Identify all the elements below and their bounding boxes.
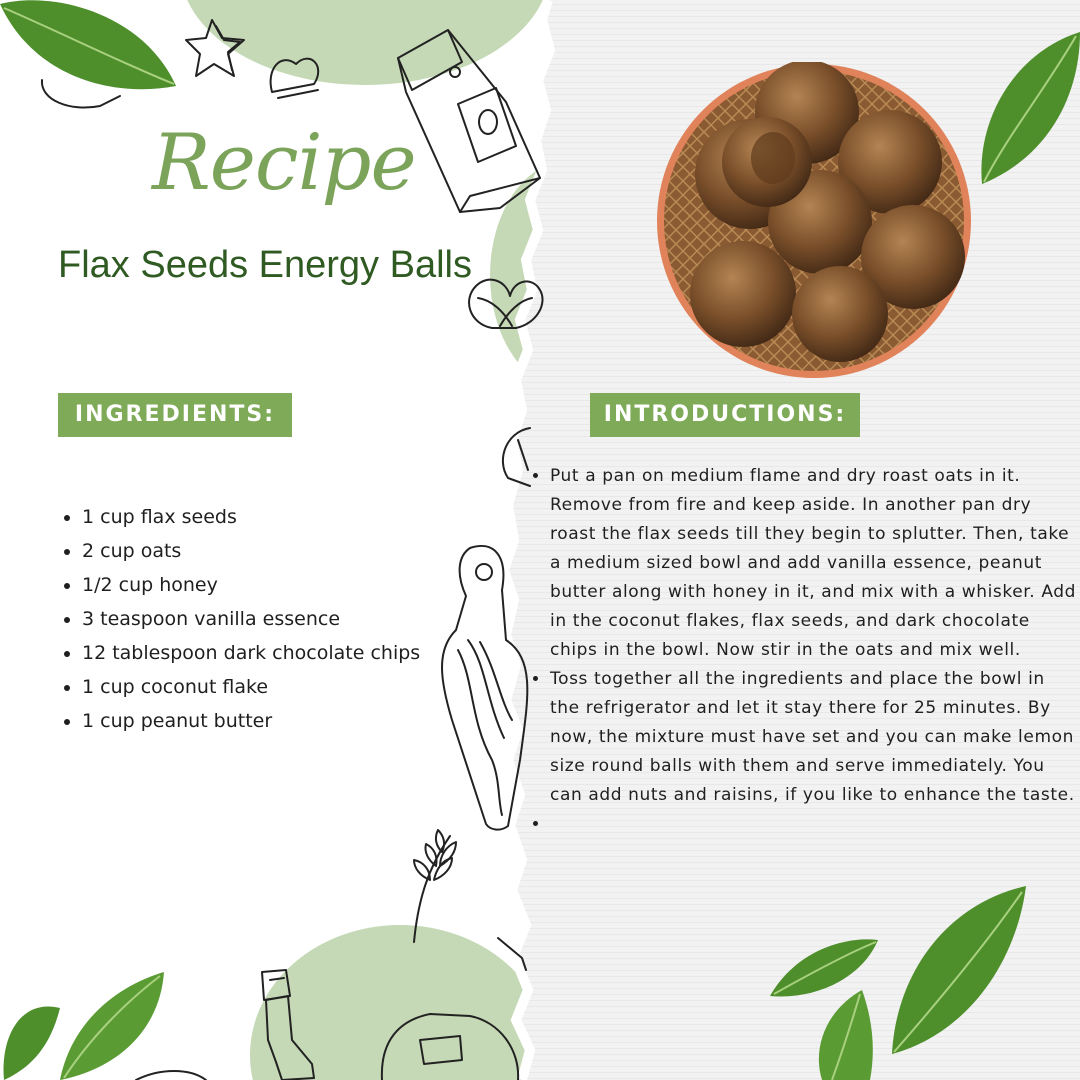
leaf-icon — [976, 28, 1080, 190]
flour-bag-icon — [398, 30, 540, 212]
ingredient-item: • 2 cup oats — [82, 534, 420, 568]
ingredient-item: • 1 cup flax seeds — [82, 500, 420, 534]
recipe-script-heading: Recipe — [152, 118, 416, 208]
instruction-step: • Toss together all the ingredients and place the bowl in the refrigerator and let it stay there for 25 minutes. By now, the mixture must have set and you can make lemon size round balls with them and serve immediately. You can add nuts and raisins, if you like to enhance the taste. — [550, 665, 1080, 810]
instruction-step: • Put a pan on medium flame and dry roast oats in it. Remove from fire and keep aside. In another pan dry roast the flax seeds till they begin to splutter. Then, take a medium sized bowl and add vanilla essence, peanut butter along with honey in it, and mix with a whisker. Add in the coconut flakes, flax seeds, and dark chocolate chips in the bowl. Now stir in the oats and mix well. — [550, 462, 1080, 665]
leaf-icon — [886, 884, 1028, 1056]
leaf-icon — [0, 0, 184, 104]
introductions-list — [528, 462, 1080, 839]
ingredients-list — [58, 500, 420, 738]
ingredients-label: INGREDIENTS: — [58, 393, 292, 437]
star-cookie-cutter-icon — [186, 20, 244, 76]
ingredient-item: • 1 cup peanut butter — [82, 704, 420, 738]
baking-dish-icon — [382, 1014, 518, 1080]
ingredient-item: • 1 cup coconut flake — [82, 670, 420, 704]
cutting-board-icon — [442, 546, 527, 830]
ingredient-item: • 1/2 cup honey — [82, 568, 420, 602]
small-bowl-icon — [503, 428, 530, 486]
instruction-step — [550, 810, 1080, 839]
ingredient-item: • 3 teaspoon vanilla essence — [82, 602, 420, 636]
dish-title: Flax Seeds Energy Balls — [58, 244, 472, 286]
pepper-mill-icon — [262, 970, 314, 1080]
ingredient-item: • 12 tablespoon dark chocolate chips — [82, 636, 420, 670]
leaf-icon — [810, 988, 874, 1080]
leaf-icon — [0, 968, 170, 1080]
wheat-icon — [414, 830, 456, 942]
introductions-label: INTRODUCTIONS: — [590, 393, 860, 437]
bowl-of-energy-balls-image — [655, 62, 973, 380]
heart-cookie-cutter-icon — [271, 59, 319, 98]
